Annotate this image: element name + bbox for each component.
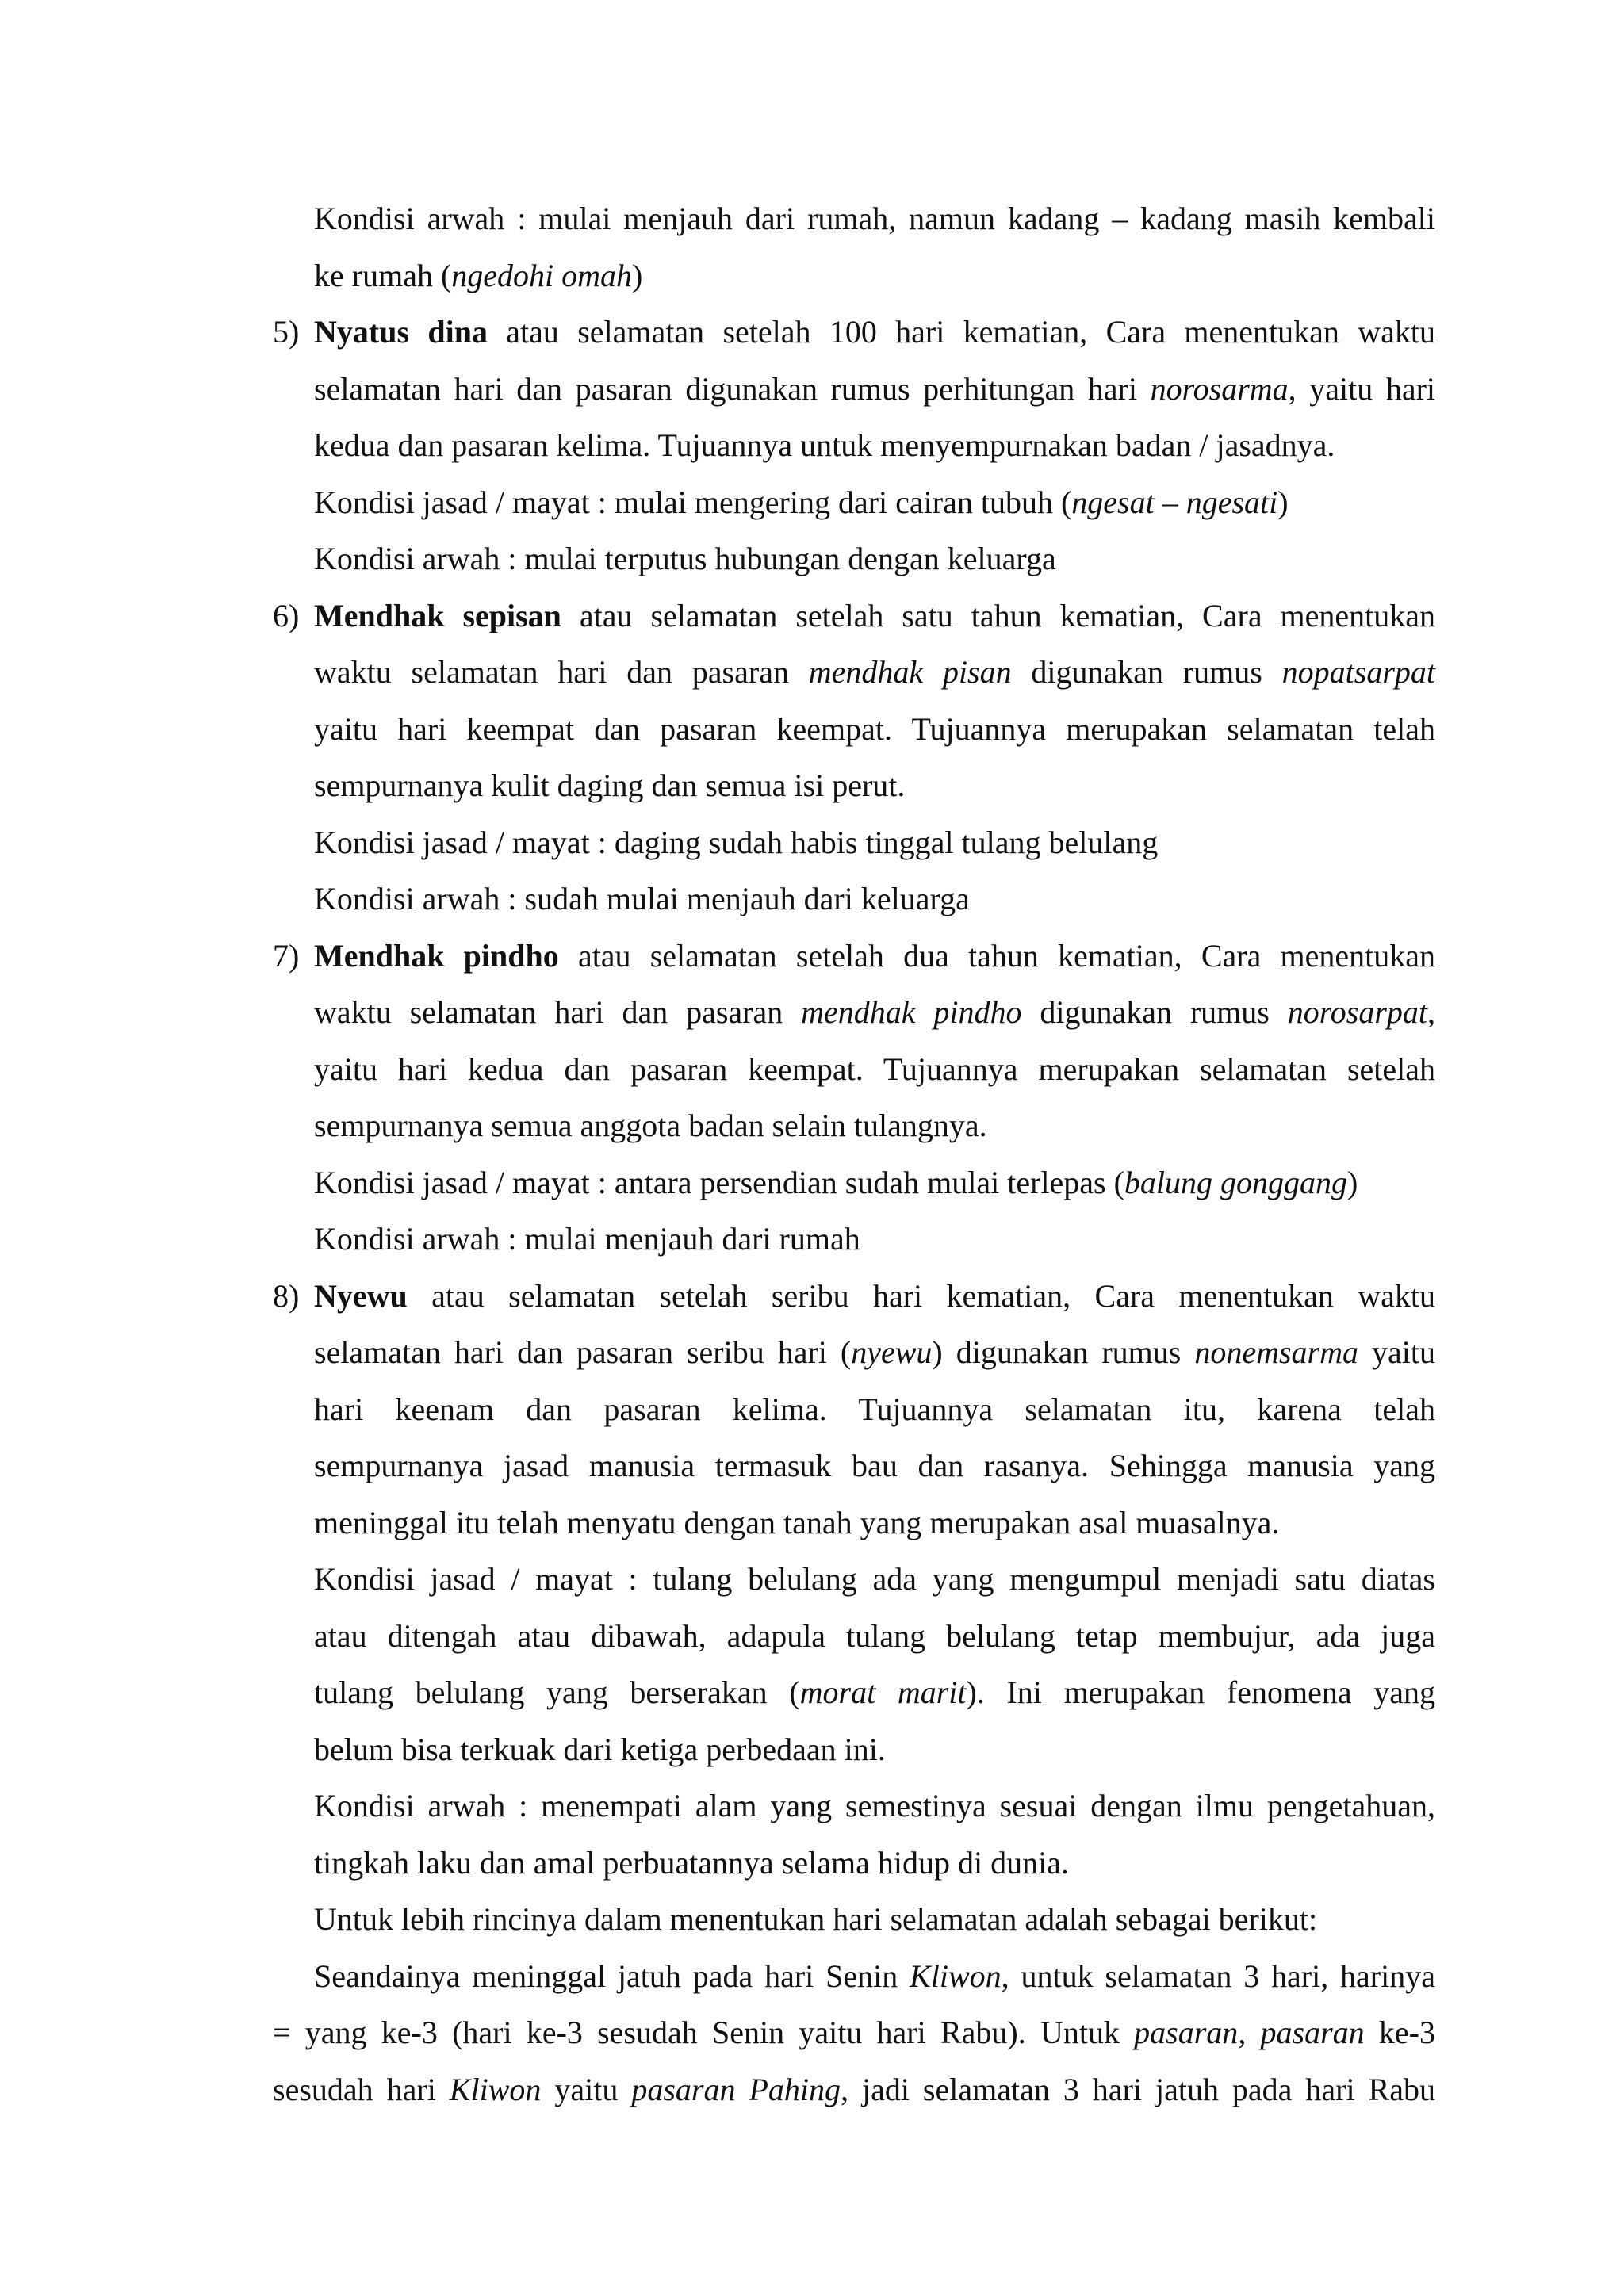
text-line <box>273 1041 1435 1098</box>
text-run: , jadi selamatan 3 hari jatuh pada hari Rabu <box>841 2071 1436 2107</box>
text-run: sempurnanya kulit daging dan semua isi perut. <box>314 767 906 803</box>
text-line <box>273 984 1435 1041</box>
text-run: yaitu <box>1358 1334 1435 1370</box>
text-run: belum bisa terkuak dari ketiga perbedaan ini. <box>314 1731 886 1767</box>
text-run: , <box>1238 2015 1261 2050</box>
list-item-line <box>273 928 1435 985</box>
list-item-line <box>273 587 1435 645</box>
text-run: Kondisi jasad / mayat : tulang belulang ada yang mengumpul menjadi satu diatas <box>314 1561 1435 1597</box>
italic-term: mendhak pindho <box>801 994 1022 1030</box>
text-line <box>273 474 1435 531</box>
list-number: 7) <box>273 937 300 974</box>
text-run: atau selamatan setelah dua tahun kematian, Cara menentukan <box>558 937 1435 974</box>
text-line <box>273 190 1435 247</box>
italic-term: ngedohi omah <box>451 257 633 293</box>
text-run: Kondisi arwah : sudah mulai menjauh dari keluarga <box>314 881 970 916</box>
text-run: digunakan rumus <box>1011 654 1282 690</box>
text-run: Kondisi arwah : mulai menjauh dari rumah, namun kadang – kadang masih kembali <box>314 201 1435 236</box>
text-line <box>273 1097 1435 1154</box>
text-run: ) <box>1277 484 1289 520</box>
list-number: 8) <box>273 1277 300 1314</box>
text-run: ). Ini merupakan fenomena yang <box>966 1674 1436 1710</box>
italic-term: Kliwon <box>910 1957 1002 1994</box>
text-run: ) digunakan rumus <box>932 1334 1195 1370</box>
text-run: atau selamatan setelah satu tahun kematian, Cara menentukan <box>561 597 1436 633</box>
text-run: atau ditengah atau dibawah, adapula tulang belulang tetap membujur, ada juga <box>314 1617 1435 1654</box>
italic-term: balung gonggang <box>1124 1164 1348 1200</box>
italic-term: pasaran <box>1134 2015 1239 2050</box>
italic-term: Kliwon <box>449 2071 542 2107</box>
text-run: ke-3 <box>1364 2015 1435 2050</box>
text-run: hari keenam dan pasaran kelima. Tujuannya selamatan itu, karena telah <box>314 1391 1435 1427</box>
text-line <box>273 1664 1435 1721</box>
text-run: waktu selamatan hari dan pasaran <box>314 994 802 1030</box>
text-run: Kondisi arwah : mulai terputus hubungan dengan keluarga <box>314 541 1056 576</box>
text-run: ke rumah ( <box>314 257 452 293</box>
italic-term: morat marit <box>799 1674 967 1710</box>
text-line <box>273 1381 1435 1438</box>
text-run: , yaitu hari <box>1288 370 1436 407</box>
italic-term: ngesat – ngesati <box>1071 484 1278 520</box>
text-run: Seandainya meninggal jatuh pada hari Senin <box>314 1957 910 1994</box>
text-line <box>273 1437 1435 1494</box>
bold-term: Nyewu <box>314 1277 408 1314</box>
text-run: selamatan hari dan pasaran seribu hari ( <box>314 1334 852 1370</box>
text-run: Untuk lebih rincinya dalam menentukan hari selamatan adalah sebagai berikut: <box>314 1901 1318 1937</box>
list-number: 6) <box>273 597 300 633</box>
document-body <box>273 190 1435 2118</box>
text-run: Kondisi arwah : mulai menjauh dari rumah <box>314 1221 860 1257</box>
text-line <box>273 1891 1435 1948</box>
text-line <box>273 1608 1435 1665</box>
text-run: sempurnanya jasad manusia termasuk bau dan rasanya. Sehingga manusia yang <box>314 1448 1435 1483</box>
text-run: sesudah hari <box>273 2071 450 2107</box>
text-line <box>273 644 1435 701</box>
bold-term: Mendhak pindho <box>314 937 559 974</box>
bold-term: Mendhak sepisan <box>314 597 561 633</box>
text-run: atau selamatan setelah seribu hari kematian, Cara menentukan waktu <box>407 1277 1435 1314</box>
text-line <box>273 701 1435 758</box>
text-run: selamatan hari dan pasaran digunakan rumus perhitungan hari <box>314 370 1151 407</box>
italic-term: nonemsarma <box>1194 1334 1359 1370</box>
text-run: Kondisi arwah : menempati alam yang semestinya sesuai dengan ilmu pengetahuan, <box>314 1788 1435 1823</box>
text-line <box>273 1551 1435 1608</box>
text-run: Kondisi jasad / mayat : daging sudah habis tinggal tulang belulang <box>314 824 1159 860</box>
text-line <box>273 1494 1435 1552</box>
text-run: digunakan rumus <box>1021 994 1288 1030</box>
text-run: yaitu hari keempat dan pasaran keempat. Tujuannya merupakan selamatan telah <box>314 710 1435 747</box>
list-item-line <box>273 1268 1435 1325</box>
text-run: ) <box>632 257 643 293</box>
text-run: ) <box>1347 1164 1358 1200</box>
text-line <box>273 1835 1435 1892</box>
text-line <box>273 1948 1435 2005</box>
italic-term: pasaran <box>1260 2015 1365 2050</box>
list-item-line <box>273 304 1435 361</box>
text-run: meninggal itu telah menyatu dengan tanah yang merupakan asal muasalnya. <box>314 1504 1280 1540</box>
text-run: tingkah laku dan amal perbuatannya selama hidup di dunia. <box>314 1844 1069 1881</box>
text-run: waktu selamatan hari dan pasaran <box>314 654 809 690</box>
italic-term: nyewu <box>851 1334 933 1370</box>
text-line <box>273 814 1435 871</box>
italic-term: nopatsarpat <box>1281 654 1435 690</box>
text-run: Kondisi jasad / mayat : antara persendian sudah mulai terlepas ( <box>314 1164 1124 1200</box>
text-run: atau selamatan setelah 100 hari kematian, Cara menentukan waktu <box>487 314 1436 350</box>
text-line <box>273 1721 1435 1778</box>
bold-term: Nyatus dina <box>314 314 488 350</box>
text-line <box>273 1777 1435 1835</box>
italic-term: norosarpat <box>1287 994 1428 1030</box>
text-line <box>273 1211 1435 1268</box>
text-line <box>273 2004 1435 2061</box>
text-line <box>273 757 1435 814</box>
text-run: yaitu <box>541 2071 632 2107</box>
italic-term: pasaran Pahing <box>631 2071 841 2107</box>
text-run: , untuk selamatan 3 hari, harinya <box>1001 1957 1435 1994</box>
text-run: tulang belulang yang berserakan ( <box>314 1674 800 1710</box>
text-line <box>273 1154 1435 1211</box>
text-run: sempurnanya semua anggota badan selain tulangnya. <box>314 1108 987 1143</box>
text-run: Kondisi jasad / mayat : mulai mengering dari cairan tubuh ( <box>314 484 1072 520</box>
italic-term: norosarma <box>1150 370 1289 407</box>
text-run: yaitu hari kedua dan pasaran keempat. Tujuannya merupakan selamatan setelah <box>314 1050 1435 1087</box>
text-line <box>273 361 1435 418</box>
text-line <box>273 1324 1435 1381</box>
text-run: kedua dan pasaran kelima. Tujuannya untuk menyempurnakan badan / jasadnya. <box>314 427 1335 463</box>
text-line <box>273 530 1435 587</box>
italic-term: mendhak pisan <box>808 654 1012 690</box>
list-number: 5) <box>273 314 300 350</box>
text-line <box>273 871 1435 928</box>
text-run: = yang ke-3 (hari ke-3 sesudah Senin yaitu hari Rabu). Untuk <box>273 2015 1135 2050</box>
text-line <box>273 2061 1435 2118</box>
text-line <box>273 417 1435 474</box>
text-run: , <box>1427 994 1436 1030</box>
text-line <box>273 247 1435 304</box>
